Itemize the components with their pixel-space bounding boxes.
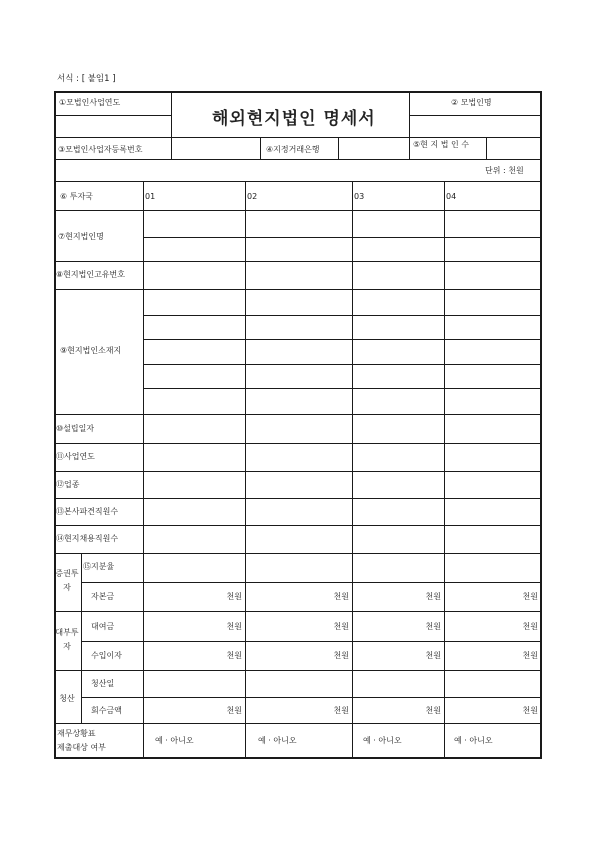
column-01: 01	[145, 192, 156, 201]
unit-cell: 천원	[425, 622, 441, 631]
loan-group-label: 대부투자	[55, 628, 79, 651]
equity-group-label: 증권투자	[55, 569, 79, 592]
settle-group-label: 청산	[59, 694, 75, 703]
established-date-label: ⑩설립일자	[56, 424, 95, 433]
local-name-label: ⑦현지법인명	[58, 232, 104, 241]
designated-bank-label: ④지정거래은행	[266, 145, 320, 154]
yes-no-option[interactable]: 예 · 아니오	[155, 736, 194, 745]
unit-cell: 천원	[522, 651, 538, 660]
unit-cell: 천원	[522, 622, 538, 631]
unit-cell: 천원	[333, 651, 349, 660]
parent-name-label: ② 모법인명	[451, 98, 492, 107]
column-03: 03	[354, 192, 365, 201]
unit-cell: 천원	[226, 706, 242, 715]
column-04: 04	[446, 192, 457, 201]
dispatched-staff-label: ⑬본사파견직원수	[56, 507, 119, 516]
unit-cell: 천원	[425, 592, 441, 601]
unit-label: 단위 : 천원	[485, 166, 524, 175]
capital-label: 자본금	[91, 592, 115, 601]
unit-cell: 천원	[333, 622, 349, 631]
yes-no-option[interactable]: 예 · 아니오	[363, 736, 402, 745]
local-address-label: ⑨현지법인소재지	[60, 346, 122, 355]
unit-cell: 천원	[333, 592, 349, 601]
local-unique-no-label: ⑧현지법인고유번호	[56, 270, 125, 279]
yes-no-option[interactable]: 예 · 아니오	[454, 736, 493, 745]
industry-label: ⑫업종	[56, 480, 80, 489]
unit-cell: 천원	[333, 706, 349, 715]
form-title: 해외현지법인 명세서	[212, 109, 376, 129]
unit-cell: 천원	[226, 622, 242, 631]
equity-ratio-label: ⑮지분율	[83, 562, 115, 571]
interest-label: 수입이자	[91, 651, 122, 660]
unit-cell: 천원	[226, 592, 242, 601]
local-count-label: ⑤현 지 법 인 수	[413, 140, 469, 149]
fiscal-year-label: ⑪사업연도	[56, 452, 95, 461]
parent-reg-no-label: ③모법인사업자등록번호	[58, 145, 143, 154]
recovered-label: 회수금액	[91, 706, 122, 715]
unit-cell: 천원	[522, 592, 538, 601]
parent-fiscal-year-label: ①모법인사업연도	[59, 98, 121, 107]
yes-no-option[interactable]: 예 · 아니오	[258, 736, 297, 745]
loan-amount-label: 대여금	[91, 622, 115, 631]
unit-cell: 천원	[226, 651, 242, 660]
corporation-statement-form	[54, 91, 542, 759]
financial-submit-label-line1: 재무상황표	[57, 729, 96, 738]
local-staff-label: ⑭현지채용직원수	[56, 534, 119, 543]
financial-submit-label-line2: 제출대상 여부	[57, 743, 106, 752]
investee-country-label: ⑥ 투자국	[60, 192, 93, 201]
unit-cell: 천원	[522, 706, 538, 715]
settle-date-label: 청산일	[91, 679, 115, 688]
unit-cell: 천원	[425, 651, 441, 660]
unit-cell: 천원	[425, 706, 441, 715]
column-02: 02	[247, 192, 258, 201]
form-label: 서식 : [ 붙임1 ]	[57, 74, 116, 84]
